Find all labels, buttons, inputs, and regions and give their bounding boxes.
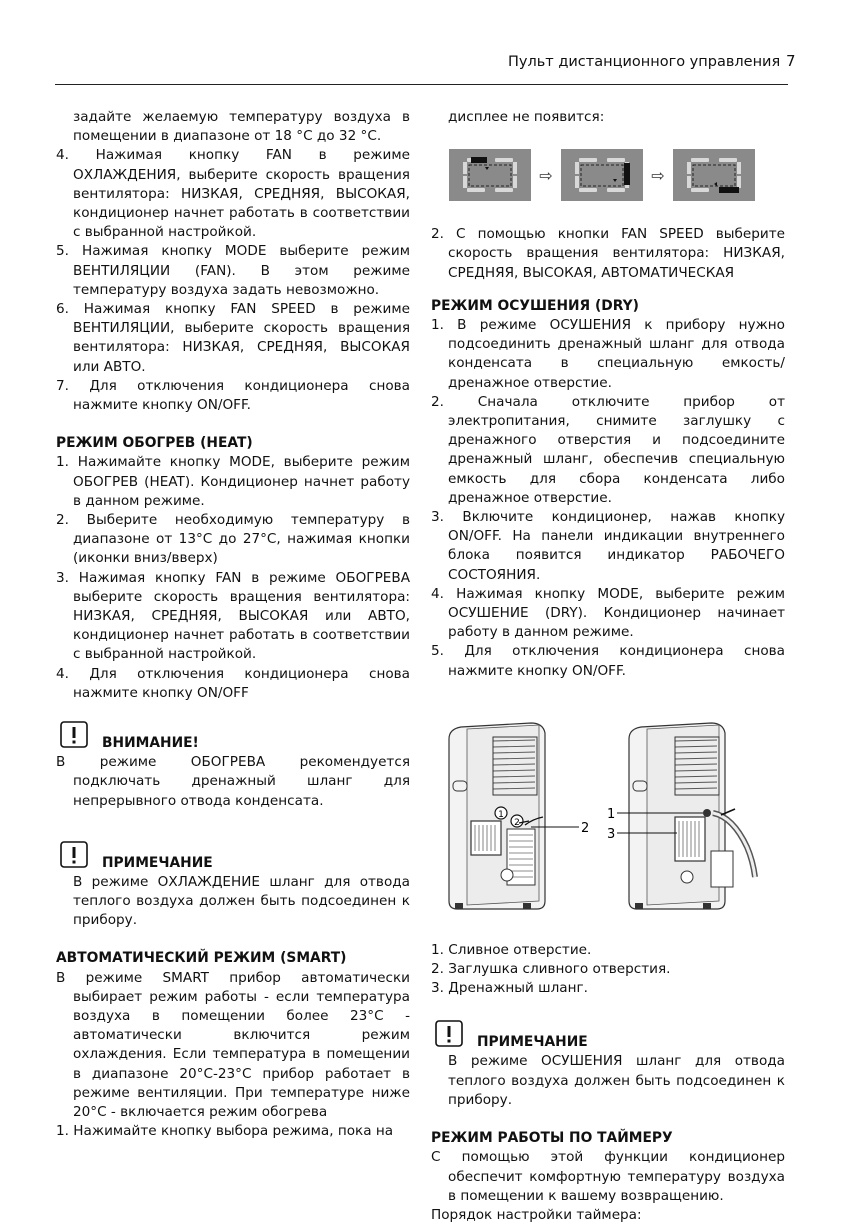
right-column: [431, 108, 785, 1225]
note-title: ПРИМЕЧАНИЕ: [477, 1034, 588, 1051]
list-item: 4. Нажимая кнопку MODE, выберите режим ОСУШЕНИЕ (DRY). Кондиционер начинает работу в данном режиме.: [431, 585, 785, 641]
note-notice: [56, 841, 410, 871]
note-text: В режиме ОХЛАЖДЕНИЕ шланг для отвода теплого воздуха должен быть подсоединен к прибору.: [73, 873, 410, 929]
list-item: 4. Для отключения кондиционера снова нажмите кнопку ON/OFF: [56, 665, 410, 701]
attention-notice: [56, 721, 410, 751]
header-divider: [55, 84, 788, 85]
left-column: [56, 108, 410, 1141]
display-sequence: [449, 149, 785, 201]
list-item: 3. Нажимая кнопку FAN в режиме ОБОГРЕВА выберите скорость вращения вентилятора: НИЗКАЯ, СРЕДНЯЯ, ВЫСОКАЯ или АВТО, кондиционер начнет работать в соответствии с выбранной настройкой.: [56, 569, 410, 663]
exclamation-icon: [435, 1020, 463, 1050]
list-item: 2. С помощью кнопки FAN SPEED выберите скорость вращения вентилятора: НИЗКАЯ, СРЕДНЯЯ, ВЫСОКАЯ, АВТОМАТИЧЕСКАЯ: [431, 226, 785, 281]
smart-mode-heading: АВТОМАТИЧЕСКИЙ РЕЖИМ (SMART): [56, 950, 347, 967]
lcd-display-3: [673, 149, 755, 201]
attention-text: В режиме ОБОГРЕВА рекомендуется подключать дренажный шланг для непрерывного отвода конденсата.: [56, 754, 410, 809]
legend-item: 2. Заглушка сливного отверстия.: [431, 961, 671, 978]
page-number: 7: [786, 52, 796, 70]
next-arrow-icon: ⇨: [539, 165, 553, 185]
drain-hose-illustration: [431, 721, 785, 921]
list-item: 5. Для отключения кондиционера снова нажмите кнопку ON/OFF.: [431, 643, 785, 679]
intro-paragraph: задайте желаемую температуру воздуха в помещении в диапазоне от 18 °С до 32 °С.: [73, 109, 410, 145]
dry-mode-heading: РЕЖИМ ОСУШЕНИЯ (DRY): [431, 297, 639, 314]
air-conditioner-unit-1-image: [449, 723, 579, 909]
list-item: 6. Нажимая кнопку FAN SPEED в режиме ВЕНТИЛЯЦИИ, выберите скорость вращения вентилятора: НИЗКАЯ, СРЕДНЯЯ, ВЫСОКАЯ или АВТО.: [56, 301, 410, 375]
timer-setup-intro: Порядок настройки таймера:: [431, 1206, 642, 1223]
label-1: 1: [607, 806, 616, 822]
next-arrow-icon: ⇨: [651, 165, 665, 185]
attention-title: ВНИМАНИЕ!: [102, 735, 199, 752]
list-item: 1. Нажимайте кнопку выбора режима, пока на: [56, 1123, 394, 1140]
timer-mode-heading: РЕЖИМ РАБОТЫ ПО ТАЙМЕРУ: [431, 1130, 673, 1147]
list-item: 5. Нажимая кнопку MODE выберите режим ВЕНТИЛЯЦИИ (FAN). В этом режиме температуру воздуха задать невозможно.: [56, 243, 410, 298]
smart-paragraph: В режиме SMART прибор автоматически выбирает режим работы - если температура воздуха в помещении более 23°С - автоматически включится режим охлаждения. Если температура в помещении в диапазоне 20°С-23°С прибор работает в режиме вентиляции. При температуре ниже 20°С - включается режим обогрева: [56, 969, 410, 1120]
heat-mode-heading: РЕЖИМ ОБОГРЕВ (HEAT): [56, 435, 253, 452]
callout-2-label: 2: [514, 817, 520, 828]
figure-legend: [431, 941, 785, 999]
note-notice: [431, 1020, 785, 1050]
timer-paragraph: С помощью этой функции кондиционер обеспечит комфортную температуру воздуха в помещении к вашему возвращению.: [431, 1149, 785, 1204]
note-text: В режиме ОСУШЕНИЯ шланг для отвода теплого воздуха должен быть подсоединен к прибору.: [448, 1053, 785, 1108]
exclamation-icon: [60, 841, 88, 871]
callout-1-label: 1: [498, 809, 504, 820]
list-item: 2. Сначала отключите прибор от электропитания, снимите заглушку с дренажного отверстия и подсоедините дренажный шланг, обеспечив специальную емкость для сбора конденсата либо дренажное отверстие.: [431, 393, 785, 506]
lcd-display-2: [561, 149, 643, 201]
legend-item: 1. Сливное отверстие.: [431, 941, 592, 958]
label-2: 2: [581, 820, 590, 836]
continuation-text: дисплее не появится:: [448, 109, 605, 125]
exclamation-icon: [60, 721, 88, 751]
label-3: 3: [607, 826, 616, 842]
legend-item: 3. Дренажный шланг.: [431, 980, 588, 997]
lcd-display-1: [449, 149, 531, 201]
list-item: 3. Включите кондиционер, нажав кнопку ON/OFF. На панели индикации внутреннего блока появится индикатор РАБОЧЕГО СОСТОЯНИЯ.: [431, 509, 785, 583]
list-item: 2. Выберите необходимую температуру в диапазоне от 13°С до 27°С, нажимая кнопки (иконки вниз/вверх): [56, 512, 410, 567]
list-item: 7. Для отключения кондиционера снова нажмите кнопку ON/OFF.: [56, 377, 410, 414]
note-title: ПРИМЕЧАНИЕ: [102, 854, 213, 871]
running-header: Пульт дистанционного управления: [508, 54, 781, 70]
list-item: 4. Нажимая кнопку FAN в режиме ОХЛАЖДЕНИЯ, выберите скорость вращения вентилятора: НИЗКАЯ, СРЕДНЯЯ, ВЫСОКАЯ, кондиционер начнет работать в соответствии с выбранной настройкой.: [56, 147, 410, 241]
list-item: 1. В режиме ОСУШЕНИЯ к прибору нужно подсоединить дренажный шланг для отвода конденсата в специальную емкость/дренажное отверстие.: [431, 317, 785, 391]
air-conditioner-unit-2-image: [617, 723, 755, 909]
list-item: 1. Нажимайте кнопку MODE, выберите режим ОБОГРЕВ (HEAT). Кондиционер начнет работу в данном режиме.: [56, 454, 410, 509]
